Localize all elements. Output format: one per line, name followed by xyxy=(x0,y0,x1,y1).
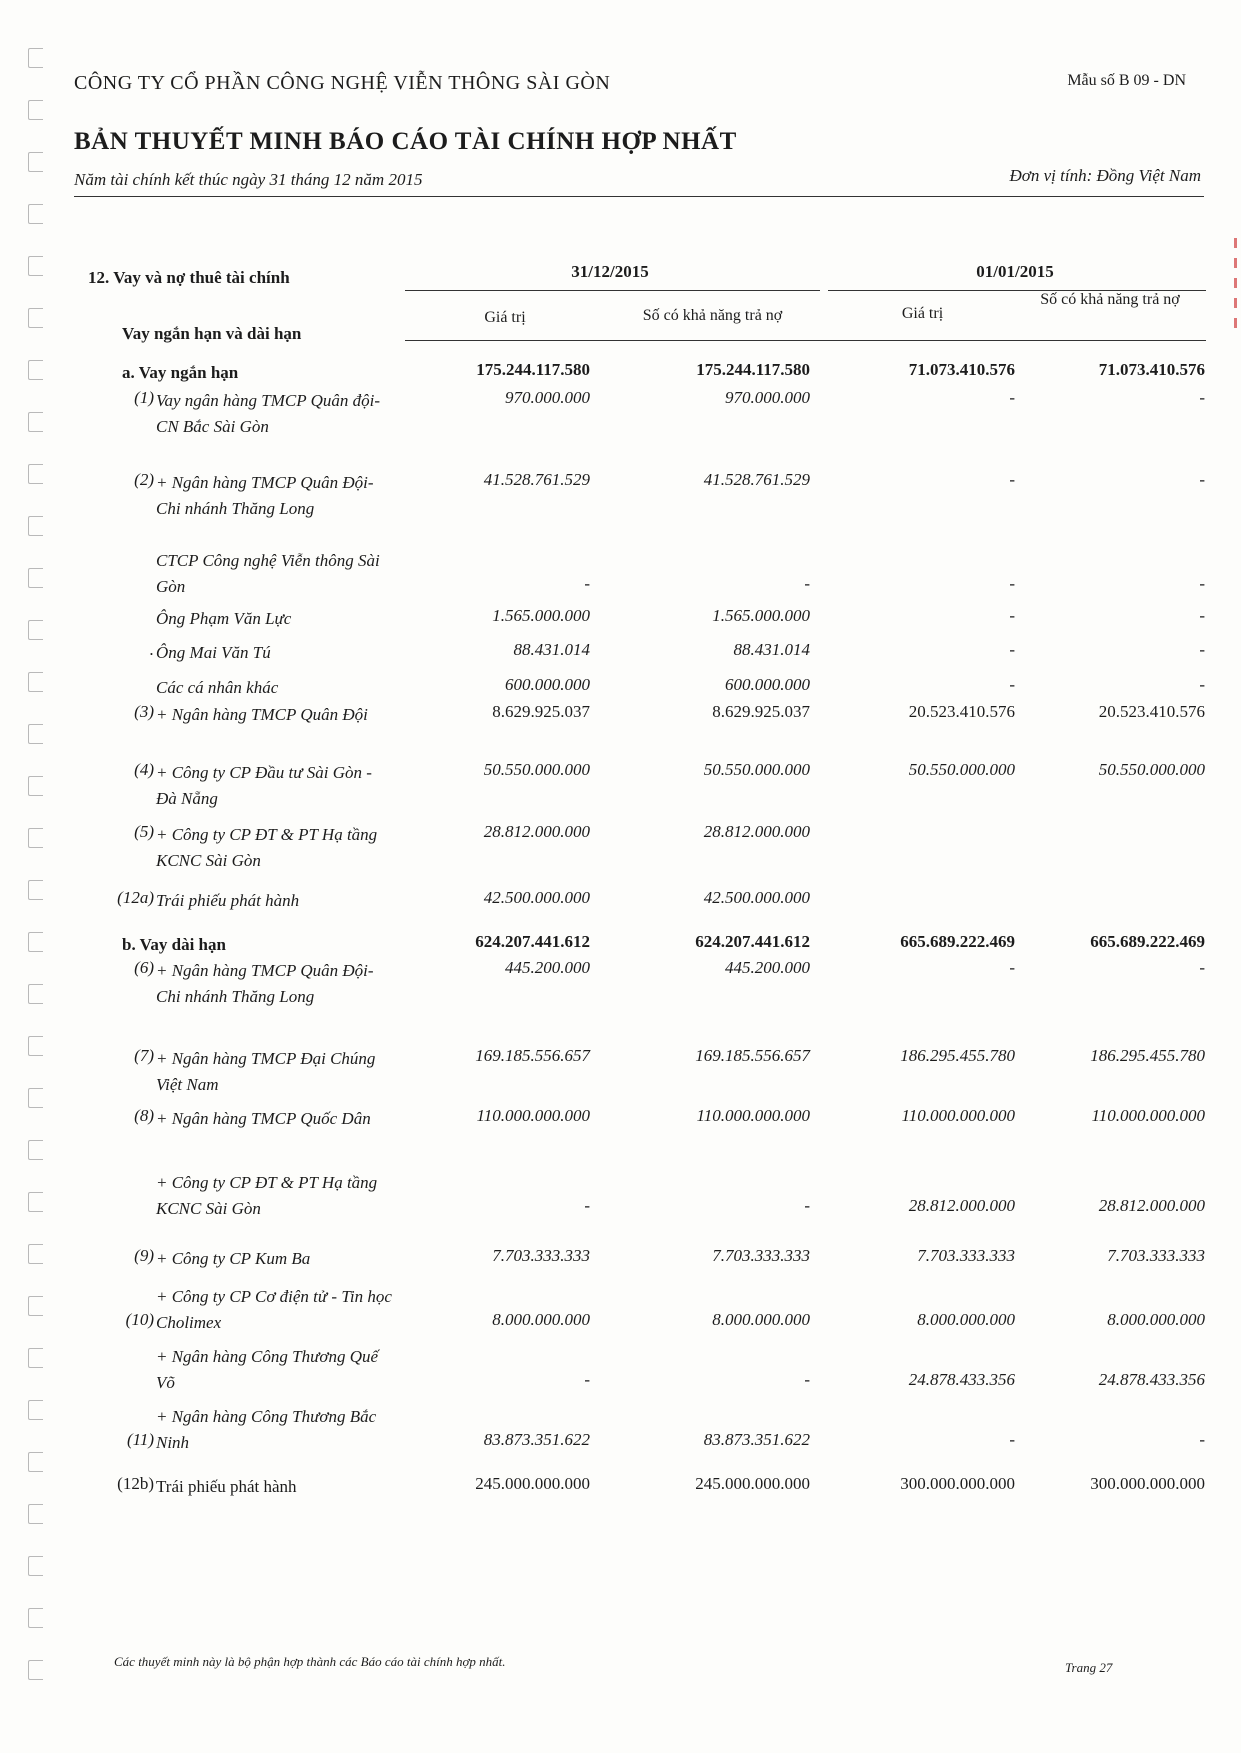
cell-payable-2015-12-31: 50.550.000.000 xyxy=(703,760,810,779)
cell-payable-2015-12-31: 445.200.000 xyxy=(725,958,810,977)
cell-value-2015-01-01: - xyxy=(1009,574,1015,593)
row-code: (12b) xyxy=(117,1474,154,1493)
col-payable-1: Số có khả năng trả nợ xyxy=(642,307,783,324)
cell-payable-2015-01-01: - xyxy=(1199,574,1205,593)
cell-payable-2015-01-01: 300.000.000.000 xyxy=(1090,1474,1205,1493)
cell-payable-2015-12-31: - xyxy=(804,574,810,593)
cell-payable-2015-01-01: 24.878.433.356 xyxy=(1098,1370,1205,1389)
company-name: CÔNG TY CỔ PHẦN CÔNG NGHỆ VIỄN THÔNG SÀI GÒN xyxy=(74,72,611,94)
row-label: Trái phiếu phát hành xyxy=(156,891,300,910)
cell-value-2015-12-31: 175.244.117.580 xyxy=(476,360,590,379)
row-code: (6) xyxy=(134,958,154,977)
cell-value-2015-01-01: 186.295.455.780 xyxy=(900,1046,1015,1065)
row-code: (3) xyxy=(134,702,154,721)
cell-payable-2015-12-31: 88.431.014 xyxy=(733,640,810,659)
col-payable-2: Số có khả năng trả nợ xyxy=(1040,291,1180,308)
cell-payable-2015-01-01: - xyxy=(1199,606,1205,625)
cell-payable-2015-12-31: 600.000.000 xyxy=(725,675,810,694)
cell-value-2015-12-31: 110.000.000.000 xyxy=(476,1106,590,1125)
cell-payable-2015-01-01: 665.689.222.469 xyxy=(1090,932,1205,951)
loan-type-heading: Vay ngắn hạn và dài hạn xyxy=(122,324,302,343)
row-label: Ông Mai Văn Tú xyxy=(156,643,271,662)
row-label: + Công ty CP ĐT & PT Hạ tầng KCNC Sài Gòn xyxy=(156,825,378,870)
cell-payable-2015-01-01: 71.073.410.576 xyxy=(1098,360,1205,379)
cell-value-2015-01-01: - xyxy=(1009,640,1015,659)
cell-value-2015-01-01: - xyxy=(1009,958,1015,977)
row-label: + Công ty CP Kum Ba xyxy=(156,1249,311,1268)
cell-payable-2015-01-01: 28.812.000.000 xyxy=(1098,1196,1205,1215)
row-label: + Ngân hàng Công Thương Quế Võ xyxy=(156,1347,379,1392)
row-code: (7) xyxy=(134,1046,154,1065)
cell-payable-2015-12-31: - xyxy=(804,1370,810,1389)
cell-value-2015-12-31: - xyxy=(584,574,590,593)
cell-payable-2015-12-31: 7.703.333.333 xyxy=(712,1246,810,1265)
cell-value-2015-12-31: 28.812.000.000 xyxy=(483,822,590,841)
row-label: Vay ngân hàng TMCP Quân đội- CN Bắc Sài Gòn xyxy=(156,391,380,436)
cell-payable-2015-12-31: 8.629.925.037 xyxy=(712,702,810,721)
row-label: CTCP Công nghệ Viễn thông Sài Gòn xyxy=(156,551,380,596)
cell-value-2015-01-01: 8.000.000.000 xyxy=(917,1310,1015,1329)
row-code: . xyxy=(149,640,154,659)
row-code: (8) xyxy=(134,1106,154,1125)
cell-payable-2015-12-31: 41.528.761.529 xyxy=(703,470,810,489)
cell-payable-2015-01-01: - xyxy=(1199,1430,1205,1449)
row-label: + Ngân hàng Công Thương Bắc Ninh xyxy=(156,1407,377,1452)
cell-value-2015-01-01: - xyxy=(1009,388,1015,407)
binder-holes xyxy=(22,30,48,1730)
cell-value-2015-12-31: 8.629.925.037 xyxy=(492,702,590,721)
cell-value-2015-12-31: 970.000.000 xyxy=(505,388,590,407)
cell-value-2015-12-31: - xyxy=(584,1196,590,1215)
cell-value-2015-01-01: 300.000.000.000 xyxy=(900,1474,1015,1493)
col-value-2: Giá trị xyxy=(901,305,944,322)
cell-payable-2015-12-31: 42.500.000.000 xyxy=(703,888,810,907)
section-title: 12. Vay và nợ thuê tài chính xyxy=(88,268,290,287)
row-label: a. Vay ngắn hạn xyxy=(122,363,239,382)
row-label: + Công ty CP Đầu tư Sài Gòn - Đà Nẵng xyxy=(156,763,372,808)
cell-value-2015-12-31: 169.185.556.657 xyxy=(475,1046,590,1065)
cell-value-2015-12-31: 50.550.000.000 xyxy=(483,760,590,779)
row-code: (9) xyxy=(134,1246,154,1265)
cell-payable-2015-12-31: - xyxy=(804,1196,810,1215)
fiscal-year-subtitle: Năm tài chính kết thúc ngày 31 tháng 12 năm 2015 xyxy=(74,170,423,189)
cell-value-2015-12-31: 42.500.000.000 xyxy=(483,888,590,907)
row-label: b. Vay dài hạn xyxy=(122,935,226,954)
period-header-2015-12-31: 31/12/2015 xyxy=(571,262,649,281)
cell-value-2015-12-31: 41.528.761.529 xyxy=(483,470,590,489)
cell-payable-2015-01-01: - xyxy=(1199,675,1205,694)
cell-value-2015-01-01: 110.000.000.000 xyxy=(901,1106,1015,1125)
cell-value-2015-01-01: - xyxy=(1009,606,1015,625)
cell-value-2015-12-31: 83.873.351.622 xyxy=(483,1430,590,1449)
cell-payable-2015-01-01: - xyxy=(1199,640,1205,659)
row-label: + Công ty CP Cơ điện tử - Tin học Cholimex xyxy=(156,1287,392,1332)
cell-payable-2015-01-01: - xyxy=(1199,470,1205,489)
cell-value-2015-01-01: 24.878.433.356 xyxy=(908,1370,1015,1389)
period-header-2015-01-01: 01/01/2015 xyxy=(976,262,1054,281)
cell-payable-2015-01-01: 50.550.000.000 xyxy=(1098,760,1205,779)
row-code: (5) xyxy=(134,822,154,841)
cell-value-2015-12-31: - xyxy=(584,1370,590,1389)
row-code: (10) xyxy=(125,1310,154,1329)
cell-value-2015-01-01: 28.812.000.000 xyxy=(908,1196,1015,1215)
cell-payable-2015-12-31: 970.000.000 xyxy=(725,388,810,407)
cell-value-2015-12-31: 245.000.000.000 xyxy=(475,1474,590,1493)
cell-value-2015-01-01: 50.550.000.000 xyxy=(908,760,1015,779)
page-number: Trang 27 xyxy=(1065,1660,1113,1675)
col-value-1: Giá trị xyxy=(484,309,526,326)
currency-unit: Đơn vị tính: Đồng Việt Nam xyxy=(1009,166,1201,185)
row-label: + Công ty CP ĐT & PT Hạ tầng KCNC Sài Gòn xyxy=(156,1173,378,1218)
footer-note: Các thuyết minh này là bộ phận hợp thành các Báo cáo tài chính hợp nhất. xyxy=(114,1654,506,1669)
row-label: + Ngân hàng TMCP Quân Đội xyxy=(156,705,368,724)
cell-payable-2015-01-01: 7.703.333.333 xyxy=(1107,1246,1205,1265)
cell-value-2015-01-01: - xyxy=(1009,675,1015,694)
company-header xyxy=(74,72,610,95)
cell-value-2015-01-01: 665.689.222.469 xyxy=(900,932,1015,951)
cell-value-2015-01-01: - xyxy=(1009,470,1015,489)
cell-payable-2015-01-01: - xyxy=(1199,958,1205,977)
row-label: + Ngân hàng TMCP Quốc Dân xyxy=(156,1109,371,1128)
cell-payable-2015-12-31: 8.000.000.000 xyxy=(712,1310,810,1329)
form-number: Mẫu số B 09 - DN xyxy=(1067,72,1186,89)
row-label: Các cá nhân khác xyxy=(156,678,279,697)
row-code: (12a) xyxy=(117,888,154,907)
cell-payable-2015-12-31: 110.000.000.000 xyxy=(696,1106,810,1125)
row-label: Ông Phạm Văn Lực xyxy=(156,609,292,628)
cell-value-2015-12-31: 8.000.000.000 xyxy=(492,1310,590,1329)
cell-value-2015-12-31: 1.565.000.000 xyxy=(492,606,590,625)
cell-value-2015-01-01: 20.523.410.576 xyxy=(908,702,1015,721)
cell-value-2015-01-01: - xyxy=(1009,1430,1015,1449)
cell-payable-2015-12-31: 83.873.351.622 xyxy=(703,1430,810,1449)
red-edge-marks xyxy=(1231,228,1239,408)
cell-payable-2015-12-31: 1.565.000.000 xyxy=(712,606,810,625)
row-code: (2) xyxy=(134,470,154,489)
cell-payable-2015-01-01: 20.523.410.576 xyxy=(1098,702,1205,721)
cell-payable-2015-12-31: 175.244.117.580 xyxy=(696,360,810,379)
row-label: + Ngân hàng TMCP Quân Đội- Chi nhánh Thăng Long xyxy=(156,473,374,518)
row-code: (11) xyxy=(126,1430,154,1449)
cell-payable-2015-01-01: 8.000.000.000 xyxy=(1107,1310,1205,1329)
cell-payable-2015-01-01: - xyxy=(1199,388,1205,407)
cell-value-2015-12-31: 600.000.000 xyxy=(505,675,590,694)
row-code: (4) xyxy=(134,760,154,779)
cell-payable-2015-12-31: 245.000.000.000 xyxy=(695,1474,810,1493)
period-1-rule xyxy=(405,290,820,291)
row-label: + Ngân hàng TMCP Quân Đội- Chi nhánh Thăng Long xyxy=(156,961,374,1006)
cell-payable-2015-01-01: 110.000.000.000 xyxy=(1091,1106,1205,1125)
row-code: (1) xyxy=(134,388,154,407)
document-title: BẢN THUYẾT MINH BÁO CÁO TÀI CHÍNH HỢP NHẤT xyxy=(74,128,737,155)
cell-payable-2015-01-01: 186.295.455.780 xyxy=(1090,1046,1205,1065)
cell-value-2015-12-31: 624.207.441.612 xyxy=(475,932,590,951)
header-divider xyxy=(74,196,1204,197)
column-header-rule xyxy=(405,340,1206,341)
cell-payable-2015-12-31: 624.207.441.612 xyxy=(695,932,810,951)
cell-payable-2015-12-31: 169.185.556.657 xyxy=(695,1046,810,1065)
cell-value-2015-12-31: 7.703.333.333 xyxy=(492,1246,590,1265)
cell-value-2015-12-31: 445.200.000 xyxy=(505,958,590,977)
cell-payable-2015-12-31: 28.812.000.000 xyxy=(703,822,810,841)
row-label: Trái phiếu phát hành xyxy=(156,1477,297,1496)
cell-value-2015-01-01: 71.073.410.576 xyxy=(908,360,1015,379)
row-label: + Ngân hàng TMCP Đại Chúng Việt Nam xyxy=(156,1049,376,1094)
cell-value-2015-01-01: 7.703.333.333 xyxy=(917,1246,1015,1265)
cell-value-2015-12-31: 88.431.014 xyxy=(513,640,590,659)
